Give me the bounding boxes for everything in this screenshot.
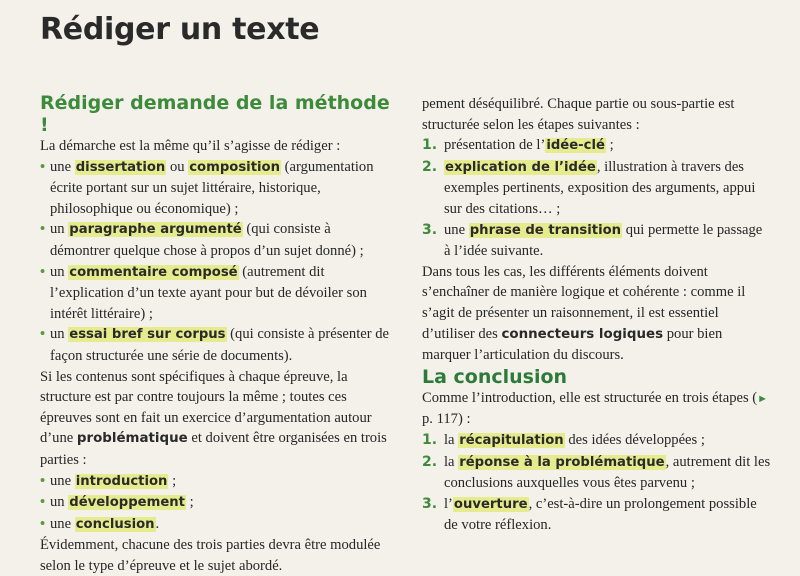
highlighted-term: dissertation: [75, 159, 166, 175]
list-item: • un paragraphe argumenté (qui consiste à démontrer quelque chose à propos d’un sujet donné) ;: [40, 221, 364, 259]
highlighted-term: commentaire composé: [69, 264, 238, 280]
structure-paragraph: Si les contenus sont spécifiques à chaque épreuve, la structure est par contre toujours la même ; toutes ces épreuves sont en fait un exercice d’argumentation autour d’une problématique et doivent être organisées en trois parties :: [40, 368, 387, 468]
step-number: 2.: [422, 453, 438, 470]
conclusion-intro: Comme l’introduction, elle est structurée en trois étapes (► p. 117) :: [422, 389, 769, 428]
development-steps-list: [422, 135, 772, 262]
bullet-icon: •: [40, 494, 46, 511]
list-item: • un commentaire composé (autrement dit l’explication d’un texte ayant pour but de dévoiler son intérêt littéraire) ;: [40, 263, 367, 322]
list-item: 3. l’ouverture, c’est-à-dire un prolongement possible de votre réflexion.: [422, 495, 757, 534]
closing-paragraph: Évidemment, chacune des trois parties devra être modulée selon le type d’épreuve et le sujet abordé.: [40, 537, 381, 574]
list-item: • une introduction ;: [40, 471, 390, 493]
intro-text: La démarche est la même qu’il s’agisse de rédiger :: [40, 138, 341, 154]
highlighted-term: composition: [189, 159, 280, 175]
connectors-paragraph: Dans tous les cas, les différents éléments doivent s’enchaîner de manière logique et cohérente : comme il s’agit de présenter un raisonnement, il est essentiel d’utiliser des connecteurs logiques pour bien marquer l’articulation du discours.: [422, 263, 746, 364]
section-heading-conclusion: La conclusion: [422, 365, 568, 388]
list-item: • une conclusion.: [40, 514, 390, 536]
bullet-icon: •: [40, 326, 46, 343]
highlighted-term: phrase de transition: [469, 222, 622, 238]
right-column: [422, 94, 772, 536]
bullet-icon: •: [40, 263, 46, 280]
bullet-icon: •: [40, 472, 46, 489]
step-number: 3.: [422, 495, 438, 512]
step-number: 1.: [422, 137, 438, 154]
list-item: • un essai bref sur corpus (qui consiste à présenter de façon structurée une série de documents).: [40, 326, 390, 364]
list-item: 2. explication de l’idée, illustration à travers des exemples pertinents, exposition des arguments, appui sur des citations… ;: [422, 158, 756, 217]
highlighted-term: introduction: [75, 473, 168, 489]
list-item: 2. la réponse à la problématique, autrement dit les conclusions auxquelles vous êtes parvenu ;: [422, 453, 771, 492]
section-heading-method: Rédiger demande de la méthode !: [40, 92, 390, 136]
bullet-icon: •: [40, 158, 46, 175]
exercise-type-list: [40, 157, 390, 367]
parts-list: [40, 471, 390, 536]
highlighted-term: réponse à la problématique: [459, 454, 665, 470]
continuation-text: pement déséquilibré. Chaque partie ou sous-partie est structurée selon les étapes suivantes :: [422, 96, 735, 133]
page-title: Rédiger un texte: [40, 12, 320, 47]
highlighted-term: essai bref sur corpus: [69, 327, 226, 343]
keyword: connecteurs logiques: [501, 326, 664, 342]
left-column: [40, 92, 390, 576]
keyword: problématique: [76, 431, 188, 447]
highlighted-term: récapitulation: [459, 432, 564, 448]
highlighted-term: ouverture: [453, 496, 528, 512]
list-item: • un développement ;: [40, 492, 390, 514]
list-item: 1. la récapitulation des idées développées ;: [422, 430, 772, 452]
highlighted-term: développement: [69, 495, 185, 511]
list-item: • une dissertation ou composition (argumentation écrite portant sur un sujet littéraire, historique, philosophique ou économique) ;: [40, 158, 374, 217]
step-number: 1.: [422, 431, 438, 448]
bullet-icon: •: [40, 221, 46, 238]
step-number: 2.: [422, 158, 438, 175]
highlighted-term: idée-clé: [546, 138, 605, 154]
list-item: 1. présentation de l’idée-clé ;: [422, 135, 772, 157]
conclusion-steps-list: [422, 430, 772, 536]
highlighted-term: explication de l’idée: [445, 159, 596, 175]
highlighted-term: conclusion: [75, 516, 155, 532]
list-item: 3. une phrase de transition qui permette le passage à l’idée suivante.: [422, 221, 763, 260]
arrow-right-icon: ►: [757, 392, 769, 405]
bullet-icon: •: [40, 515, 46, 532]
step-number: 3.: [422, 221, 438, 238]
highlighted-term: paragraphe argumenté: [69, 222, 242, 238]
